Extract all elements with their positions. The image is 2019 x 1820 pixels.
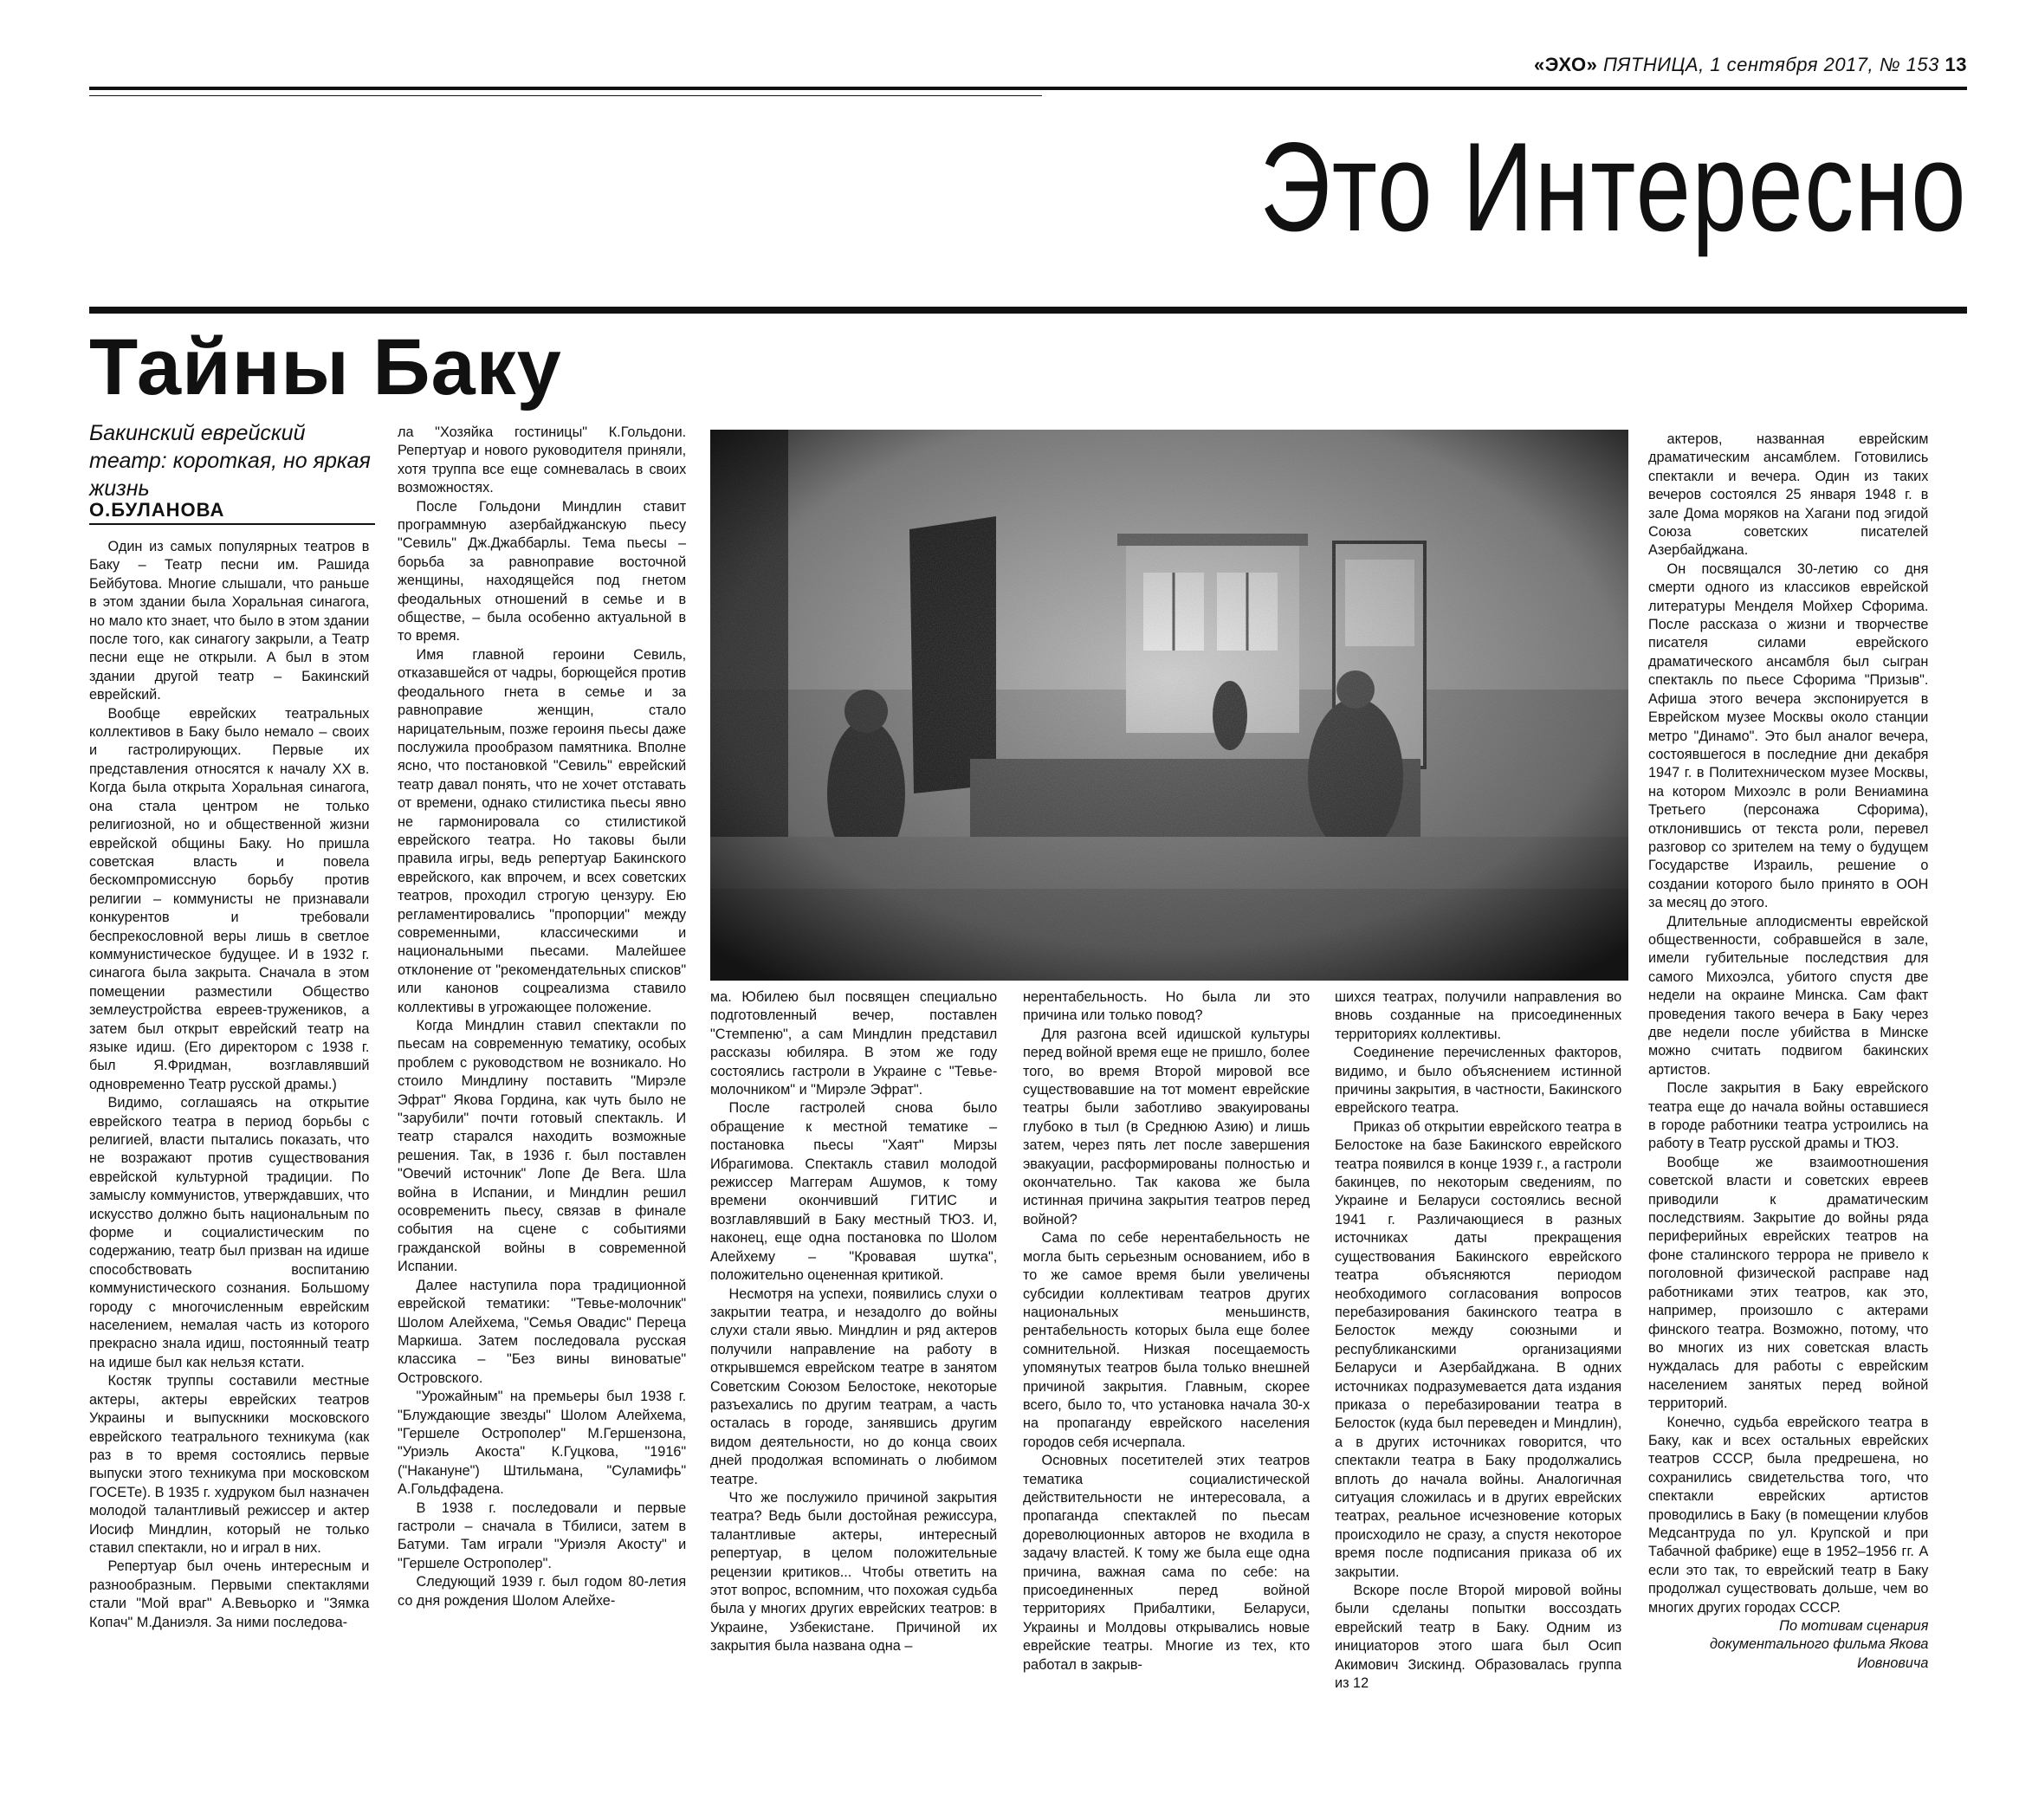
paragraph: Костяк труппы составили местные актеры, актеры еврейских театров Украины и выпускники московского еврейского театрального техникума (как раз в то время состоялись первые выпуски этого техникума при московском ГОСЕТе). В 1935 г. худруком был назначен молодой талантливый режиссер и актер Иосиф Миндлин, который не только ставил спектакли, но и играл в них. <box>89 1372 370 1556</box>
column-2 <box>398 423 686 1722</box>
paragraph: Приказ об открытии еврейского театра в Белостоке на базе Бакинского еврейского театра появился в конце 1939 г., а гастроли бакинцев, по некоторым сведениям, по Украине и Беларуси состоялись весной 1941 г. Различающиеся в разных источниках даты прекращения существования Бакинского еврейского театра объясняются периодом необходимого согласования вопросов перебазирования бакинского театра в Белосток между союзными и республиканскими организациями Беларуси и Азербайджана. В одних источниках подразумевается дата издания приказа о перебазировании театра в Белосток (куда был переведен и Миндлин), а в других источниках говорится, что спектакли театра в Баку продолжались вплоть до начала войны. Аналогичная ситуация сложилась и в других еврейских театрах, реальное исчезновение которых происходило не сразу, а спустя некоторое время после подписания приказа об их закрытии. <box>1335 1117 1622 1580</box>
paragraph: Вообще еврейских театральных коллективов в Баку было немало – своих и гастролирующих. Первые их представления относятся к началу XX в. Когда была открыта Хоральная синагога, она стала центром не только религиозной, но и общественной жизни еврейской общины Баку. Но пришла советская власть и повела бескомпромиссную борьбу против религии – коммунисты не признавали конкурентов и требовали беспрекословной веры лишь в светлое коммунистическое будущее. И в 1932 г. синагога была закрыта. Сначала в этом помещении разместили Общество землеустройства евреев-тружеников, а затем был открыт еврейский театр на языке идиш. (Его директором с 1938 г. был Я.Фридман, возглавлявший одновременно Театр русской драмы.) <box>89 704 370 1092</box>
paragraph: Когда Миндлин ставил спектакли по пьесам на современную тематику, особых проблем с руководством не возникало. Но стоило Миндлину поставить "Мирэле Эфрат" Якова Гордина, как чуть было не "зарубили" почти готовый спектакль. И театр старался находить возможные решения. Так, в 1936 г. был поставлен "Овечий источник" Лопе Де Вега. Шла война в Испании, и Миндлин решил осовременить пьесу, связав в финале события на сцене с событиями гражданской войны в современной Испании. <box>398 1017 687 1275</box>
section-title: Это Интересно <box>1259 116 1967 257</box>
page-number: 13 <box>1945 54 1967 75</box>
signature: По мотивам сценария документального фильма Якова Иовновича <box>1710 1617 1929 1671</box>
paragraph: Репертуар был очень интересным и разнообразным. Первыми спектаклями стали "Мой враг" А.Вевьорко и "Зямка Копач" М.Даниэля. За ними последова- <box>89 1558 370 1630</box>
masthead <box>1534 54 1967 76</box>
section-rule <box>89 307 1967 314</box>
column-6 <box>1648 430 1928 1724</box>
top-rule-thin <box>89 95 1042 96</box>
subhead: Бакинский еврейский театр: короткая, но яркая жизнь <box>89 421 371 501</box>
paragraph: Следующий 1939 г. был годом 80-летия со дня рождения Шолом Алейхе- <box>398 1573 687 1609</box>
top-rule <box>89 87 1967 90</box>
column-5 <box>1335 988 1621 1724</box>
paragraph: ла "Хозяйка гостиницы" К.Гольдони. Репертуар и нового руководителя приняли, хотя труппа все еще сомневалась в своих возможностях. <box>398 424 687 496</box>
paragraph: Для разгона всей идишской культуры перед войной время еще не пришло, более того, во время Второй мировой все существовавшие на тот момент еврейские театры были заботливо эвакуированы глубоко в тыл (в Среднюю Азию) и лишь затем, через пять лет после завершения эвакуации, расформированы полностью и окончательно. Так какова же была истинная причина закрытия театров перед войной? <box>1023 1025 1310 1227</box>
paragraph: Далее наступила пора традиционной еврейской тематики: "Тевье-молочник" Шолом Алейхема, "Семья Овадис" Переца Маркиша. Затем последовала русская классика – "Без вины виноватые" Островского. <box>398 1276 687 1386</box>
paragraph: Один из самых популярных театров в Баку – Театр песни им. Рашида Бейбутова. Многие слышали, что раньше в этом здании была Хоральная синагога, но мало кто знает, что было в этом здании после того, как синагогу закрыли, а Театр песни еще не открыли. А был в этом здании другой театр – Бакинский еврейский. <box>89 538 370 703</box>
column-3 <box>710 988 997 1724</box>
paragraph: Вообще же взаимоотношения советской власти и советских евреев приводили к драматическим последствиям. Закрытие до войны ряда периферийных еврейских театров на фоне сталинского террора не привело к поголовной физической расправе над работниками этих театров, как это, например, произошло с актерами финского театра. Возможно, потому, что во многих из них советская власть нуждалась для работы с еврейским населением занятых перед войной территорий. <box>1648 1153 1929 1412</box>
paragraph: Длительные аплодисменты еврейской общественности, собравшейся в зале, имели губительные последствия для самого Михоэлса, убитого спустя две недели на окраине Минска. Сам факт проведения такого вечера в Баку через две недели после убийства в Минске можно считать подвигом бакинских артистов. <box>1648 912 1929 1078</box>
stage-photo <box>710 430 1628 981</box>
column-1 <box>89 537 369 1724</box>
paragraph: шихся театрах, получили направления во вновь созданные на присоединенных территориях коллективы. <box>1335 988 1622 1042</box>
paragraph: актеров, названная еврейским драматическим ансамблем. Готовились спектакли и вечера. Один из таких вечеров состоялся 25 января 1948 г. в зале Дома моряков на Хагани под эгидой Союза советских писателей Азербайджана. <box>1648 431 1929 559</box>
paragraph: Что же послужило причиной закрытия театра? Ведь были достойная режиссура, талантливые актеры, интересный репертуар, в целом положительные рецензии критиков... Чтобы ответить на этот вопрос, вспомним, что похожая судьба была у многих других еврейских театров: в Украине, Узбекистане. Причиной их закрытия была названа одна – <box>710 1488 998 1655</box>
paragraph: Основных посетителей этих театров тематика социалистической действительности не интересовала, а пропаганда спектаклей по пьесам дореволюционных авторов не входила в задачу властей. К тому же была еще одна причина, важная сама по себе: на присоединенных перед войной территориях Прибалтики, Беларуси, Украины и Молдовы открывались новые еврейские театры. Многие из тех, кто работал в закрыв- <box>1023 1452 1310 1673</box>
paragraph: нерентабельность. Но была ли это причина или только повод? <box>1023 988 1310 1024</box>
issue-date: ПЯТНИЦА, 1 сентября 2017, № 153 <box>1602 54 1939 75</box>
paragraph: Вскоре после Второй мировой войны были сделаны попытки воссоздать еврейский театр в Баку. Одним из инициаторов этого шага был Осип Акимович Зискинд. Образовалась группа из 12 <box>1335 1582 1622 1692</box>
paragraph: Соединение перечисленных факторов, видимо, и было объяснением истинной причины закрытия, в частности, Бакинского еврейского театра. <box>1335 1044 1622 1117</box>
paragraph: В 1938 г. последовали и первые гастроли – сначала в Тбилиси, затем в Батуми. Там играли "Уриэля Акосту" и "Гершеле Острополер". <box>398 1499 687 1571</box>
paragraph: ма. Юбилею был посвящен специально подготовленный вечер, поставлен "Стемпеню", а сам Миндлин представил рассказы юбиляра. В этом же году состоялись гастроли в Украине с "Тевье-молочником" и "Мирэле Эфрат". <box>710 988 998 1098</box>
paragraph: Видимо, соглашаясь на открытие еврейского театра в период борьбы с религией, власти пытались показать, что не возражают против существования еврейской культурной традиции. По замыслу коммунистов, утверждавших, что искусство должно быть национальным по форме и социалистическим по содержанию, театр был призван на идише способствовать воспитанию коммунистического сознания. Большому городу с многочисленным еврейским населением, немалая часть из которого прекрасно знала идиш, постоянный театр на идише был как нельзя кстати. <box>89 1094 370 1370</box>
stage-photo-image <box>710 430 1628 981</box>
byline: О.БУЛАНОВА <box>89 499 375 525</box>
paragraph: Сама по себе нерентабельность не могла быть серьезным основанием, ибо в то же самое время были увеличены субсидии коллективам театров других национальных меньшинств, рентабельность которых была еще более сомнительной. Низкая посещаемость упомянутых театров была только внешней причиной закрытия. Главным, скорее всего, было то, что установка начала 30-х на пропаганду еврейского населения городов себя исчерпала. <box>1023 1229 1310 1450</box>
paragraph: Имя главной героини Севиль, отказавшейся от чадры, борющейся против феодального гнета в семье и за равноправие женщин, стало нарицательным, позже героиня пьесы даже послужила прообразом памятника. Вполне ясно, что постановкой "Севиль" еврейский театр давал понять, что не хочет отставать от времени, однако стилистика пьесы явно не гармонировала со стилистикой еврейского театра. Но таковы были правила игры, ведь репертуар Бакинского еврейского, как впрочем, и всех советских театров, проходил строгую цензуру. Ею регламентировались "пропорции" между современными, классическими и национальными пьесами. Малейшее отклонение от "рекомендательных списков" или канонов соцреализма ставило коллективы в угрожающее положение. <box>398 645 687 1015</box>
paragraph: После гастролей снова было обращение к местной тематике – постановка пьесы "Хаят" Мирзы Ибрагимова. Спектакль ставил молодой режиссер Маггерам Ашумов, к тому времени окончивший ГИТИС и возглавлявший в Баку местный ТЮЗ. И, наконец, еще одна постановка по Шолом Алейхему – "Кровавая шутка", положительно оцененная критикой. <box>710 1099 998 1284</box>
paragraph: После Гольдони Миндлин ставит программную азербайджанскую пьесу "Севиль" Дж.Джаббарлы. Тема пьесы – борьба за равноправие восточной женщины, находящейся под гнетом феодальных отношений в семье и в обществе, – была особенно актуальной в то время. <box>398 497 687 644</box>
headline: Тайны Баку <box>89 323 562 411</box>
paragraph: Он посвящался 30-летию со дня смерти одного из классиков еврейской литературы Менделя Мойхер Сфорима. После рассказа о жизни и творчестве писателя силами еврейского драматического ансамбля был сыгран спектакль по пьесе Сфорима "Призыв". Афиша этого вечера экспонируется в Еврейском музее Москвы около станции метро "Динамо". Это был аналог вечера, состоявшегося в последние дни декабря 1947 г. в Политехническом музее Москвы, на котором Михоэлс в роли Вениамина Третьего (персонажа Сфорима), отклонившись от текста роли, перевел разговор со зрителем на тему о будущем Государстве Израиль, решение о создании которого было принято в ООН за месяц до этого. <box>1648 560 1929 911</box>
paragraph: "Урожайным" на премьеры был 1938 г. "Блуждающие звезды" Шолом Алейхема, "Гершеле Острополер" М.Гершензона, "Уриэль Акоста" К.Гуцкова, "1916" ("Накануне") Штильмана, "Суламифь" А.Гольдфадена. <box>398 1388 687 1498</box>
paper-name: «ЭХО» <box>1534 54 1598 75</box>
paragraph: После закрытия в Баку еврейского театра еще до начала войны оставшиеся в городе работники театра устроились на работу в Театр русской драмы и ТЮЗ. <box>1648 1079 1929 1152</box>
paragraph: Несмотря на успехи, появились слухи о закрытии театра, и незадолго до войны слухи стали явью. Миндлин и ряд актеров получили направление на работу в открывшемся еврейском театре в занятом Советским Союзом Белостоке, некоторые разъехались по другим театрам, а часть осталась в городе, занявшись другим видом деятельности, но до конца своих дней продолжая вспоминать о любимом театре. <box>710 1285 998 1487</box>
paragraph: Конечно, судьба еврейского театра в Баку, как и всех остальных еврейских театров СССР, была предрешена, но сохранились свидетельства того, что спектакли еврейских артистов проводились в Баку (в помещении клубов Медсантруда по ул. Крупской и при Табачной фабрике) еще в 1952–1956 гг. А если это так, то еврейский театр в Баку продолжал существовать дольше, чем во многих других городах СССР. <box>1648 1413 1929 1616</box>
column-4 <box>1023 988 1310 1724</box>
